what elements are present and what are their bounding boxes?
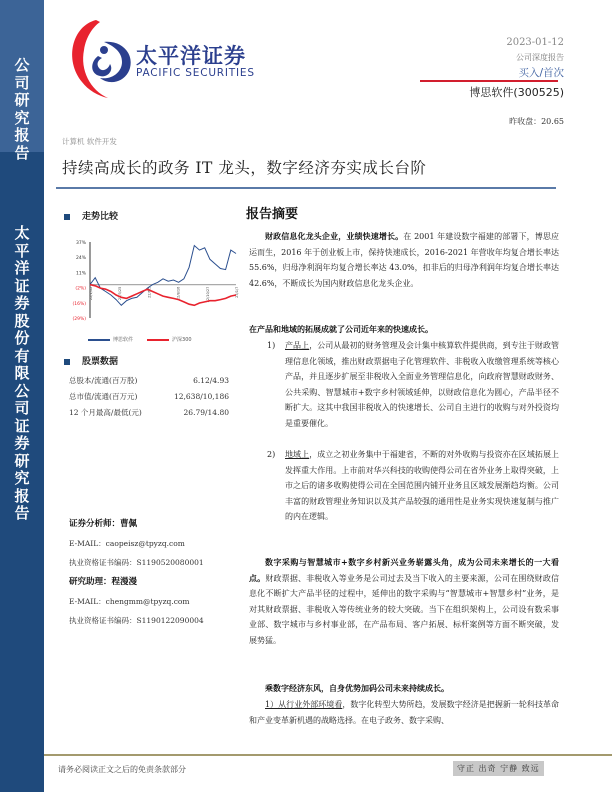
square-bullet-icon (64, 359, 70, 365)
assistant-name: 研究助理：程漫漫 (69, 577, 138, 587)
industry-label: 计算机 软件开发 (62, 137, 117, 146)
index-series-line (90, 285, 236, 306)
list-item-region: 2) 地域上，成立之初业务集中于福建省，不断的对外收购与投资亦在区域拓展上发挥重大作用。上市前对华兴科技的收购使得公司在省外业务上取得突破，上市之后的诸多收购使得公司在全国范围内铺开业务且区域发展渐趋均衡。公司丰富的财政管理业务知识以及其产品较强的通用性是业务实现快速复制与推广的内在逻辑。 (267, 450, 560, 521)
table-row: 总股本/流通(百万股) 6.12/4.93 (69, 376, 229, 385)
summary-paragraph-3: 数字采购与智慧城市+数字乡村新兴业务崭露头角，成为公司未来增长的一大看点。财政票据、非税收入等业务是公司过去及当下收入的主要来源，公司在围绕财政信息化不断扩大产品半径的过程中，延伸出的数字采购与“智慧城市+智慧乡村”业务，是对其财政票据、非税收入等传统业务的较大突破。当下在组织架构上，公司设有数采事业部、数字城市与乡村事业部，在产品布局、客户拓展、标杆案例等方面不断突破，发展势猛。 (249, 557, 559, 645)
report-type: 公司深度报告 (516, 53, 564, 62)
report-date: 2023-01-12 (506, 37, 564, 48)
header-divider (420, 80, 558, 82)
list-item-product: 1) 产品上，公司从最初的财务管理及会计集中核算软件提供商，到专注于财政管理信息化领域，推出财政票据电子化管理软件、非税收入收缴管理系统等核心产品，并且逐步扩展至非税收入全面业务管理信息化，向政府智慧财政财务、公共采购、智慧城市+数字乡村领域延伸，以财政信息化为圆心，产品半径不断扩大。这其中我国非税收入的快速增长、公司自主进行的收购与对外投资均是重要催化。 (267, 341, 560, 428)
svg-text:22/6/5: 22/6/5 (147, 286, 152, 298)
rating-badge: 买入/首次 (518, 67, 564, 79)
summary-paragraph-1: 财政信息化龙头企业，业绩快速增长。在 2001 年建设数字福建的部署下，博思应运而生，2016 年于创业板上市，保持快速成长，2016-2021 年营收年均复合增长率达 55.6%，归母净利润年均复合增长率达 43.0%，扣非后的归母净利润年均复合增长率达 42.6%，不断成长为国内财政信息化龙头企业。 (249, 231, 559, 288)
svg-text:22/3/25: 22/3/25 (118, 286, 123, 301)
stock-name: 博思软件(300525) (469, 86, 564, 99)
logo-name-cn: 太平洋证券 (136, 44, 246, 68)
table-row: 12 个月最高/最低(元) 26.79/14.80 (69, 408, 229, 417)
svg-text:(2%): (2%) (75, 286, 86, 292)
logo-name-en: PACIFIC SECURITIES (136, 67, 255, 79)
trend-chart (60, 232, 240, 332)
legend-swatch-icon (147, 339, 169, 341)
sidebar-company-label: 太平洋证券股份有限公司证券研究报告 (14, 224, 30, 522)
legend-swatch-icon (88, 339, 110, 341)
sidebar-report-category: 公司研究报告 (14, 56, 30, 162)
footer-divider (44, 754, 612, 756)
summary-heading: 报告摘要 (246, 207, 299, 222)
trend-heading: 走势比较 (64, 209, 118, 222)
chart-legend (88, 336, 192, 343)
company-motto: 守正 出奇 宁静 致远 (453, 761, 544, 776)
stock-data-heading: 股票数据 (64, 354, 118, 367)
svg-text:(29%): (29%) (72, 317, 86, 322)
assistant-certificate: 执业资格证书编码：S1190122090004 (69, 616, 204, 625)
svg-text:(16%): (16%) (72, 301, 86, 307)
legend-item-index: 沪深300 (147, 336, 192, 343)
table-row: 总市值/流通(百万元) 12,638/10,186 (69, 392, 229, 401)
assistant-email: E-MAIL：chengmm@tpyzq.com (69, 597, 190, 606)
svg-text:22/1/12: 22/1/12 (89, 286, 93, 301)
square-bullet-icon (64, 214, 70, 220)
page-title: 持续高成长的政务 IT 龙头，数字经济夯实成长台阶 (62, 159, 427, 177)
svg-text:11%: 11% (75, 271, 86, 277)
svg-text:37%: 37% (75, 241, 86, 246)
svg-text:24%: 24% (75, 256, 86, 262)
analyst-name: 证券分析师：曹佩 (69, 519, 138, 529)
analyst-certificate: 执业资格证书编码：S1190520080001 (69, 558, 204, 567)
summary-paragraph-2-heading: 在产品和地域的拓展成就了公司近年来的快速成长。 (249, 324, 433, 334)
legend-item-stock: 博思软件 (88, 336, 133, 343)
svg-text:22/10/27: 22/10/27 (205, 286, 210, 303)
summary-paragraph-5: 1）从行业外部环境看，数字化转型大势所趋，发展数字经济是把握新一轮科技革命和产业变革新机遇的战略选择。在电子政务、数字采购、 (249, 700, 559, 725)
previous-close: 昨收盘：20.65 (509, 117, 564, 126)
stock-data-table (69, 373, 229, 421)
analyst-email: E-MAIL：caopeisz@tpyzq.com (69, 539, 185, 548)
svg-text:23/1/7: 23/1/7 (235, 286, 239, 298)
title-divider (56, 187, 556, 189)
summary-paragraph-4-heading: 乘数字经济东风，自身优势加码公司未来持续成长。 (265, 683, 449, 693)
svg-text:22/8/16: 22/8/16 (176, 286, 181, 301)
disclaimer-note: 请务必阅读正文之后的免责条款部分 (58, 765, 186, 774)
